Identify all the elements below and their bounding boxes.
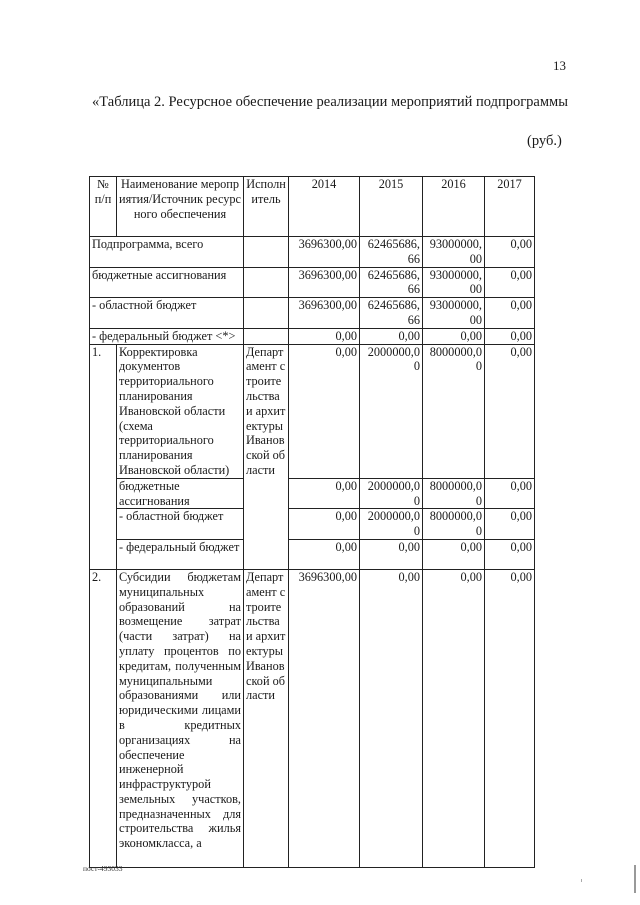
- document-code: пост-493033: [83, 864, 123, 873]
- row-label: Подпрограмма, всего: [90, 237, 244, 268]
- value-2014: 0,00: [289, 509, 360, 540]
- table-row-item-2: [90, 569, 535, 867]
- value-2016: 8000000,00: [423, 509, 485, 540]
- item-number: 1.: [90, 344, 117, 569]
- value-2014: 3696300,00: [289, 298, 360, 329]
- header-name: Наименование мероприятия/Источник ресурсного обеспечения: [117, 177, 244, 237]
- value-2014: 3696300,00: [289, 267, 360, 298]
- scan-edge-artifact: [634, 865, 636, 893]
- value-2016: 93000000,00: [423, 267, 485, 298]
- table-row-item-1: [90, 344, 535, 478]
- value-2015: 62465686,66: [360, 267, 423, 298]
- item-executor: Департамент строительства и архитектуры Ивановской области: [244, 344, 289, 569]
- resource-table: [89, 176, 535, 868]
- item-name: Субсидии бюджетам муниципальных образований на возмещение затрат (части затрат) на уплату процентов по кредитам, полученным муниципальными образованиями или юридическими лицами в кредитных организациях на обеспечение инженерной инфраструктурой земельных участков, предназначенных для строительства жилья экономкласса, а: [117, 569, 244, 867]
- value-2016: 93000000,00: [423, 237, 485, 268]
- value-2015: 0,00: [360, 539, 423, 569]
- value-2017: 0,00: [485, 509, 535, 540]
- value-2016: 93000000,00: [423, 298, 485, 329]
- value-2017: 0,00: [485, 298, 535, 329]
- value-2015: 0,00: [360, 328, 423, 344]
- table-row: [90, 509, 535, 540]
- header-year-2017: 2017: [485, 177, 535, 237]
- value-2015: 62465686,66: [360, 298, 423, 329]
- value-2016: 0,00: [423, 569, 485, 867]
- value-2014: 0,00: [289, 478, 360, 509]
- value-2016: 0,00: [423, 539, 485, 569]
- table-header-row: [90, 177, 535, 237]
- table-row: [90, 539, 535, 569]
- value-2015: 0,00: [360, 569, 423, 867]
- header-year-2015: 2015: [360, 177, 423, 237]
- value-2017: 0,00: [485, 344, 535, 478]
- value-2015: 2000000,00: [360, 344, 423, 478]
- value-2017: 0,00: [485, 237, 535, 268]
- row-label: - областной бюджет: [117, 509, 244, 540]
- executor-cell: [244, 328, 289, 344]
- value-2017: 0,00: [485, 328, 535, 344]
- table-row: [90, 328, 535, 344]
- value-2016: 8000000,00: [423, 478, 485, 509]
- value-2014: 0,00: [289, 539, 360, 569]
- executor-cell: [244, 237, 289, 268]
- table-row: [90, 267, 535, 298]
- value-2015: 2000000,00: [360, 478, 423, 509]
- value-2017: 0,00: [485, 478, 535, 509]
- item-executor: Департамент строительства и архитектуры Ивановской области: [244, 569, 289, 867]
- value-2014: 0,00: [289, 344, 360, 478]
- value-2017: 0,00: [485, 267, 535, 298]
- page-number: 13: [553, 58, 566, 73]
- item-name: Корректировка документов территориального планирования Ивановской области (схема территориального планирования Ивановской области): [117, 344, 244, 478]
- executor-cell: [244, 298, 289, 329]
- scan-artifact: [581, 879, 582, 882]
- executor-cell: [244, 267, 289, 298]
- header-year-2014: 2014: [289, 177, 360, 237]
- table-row: [90, 237, 535, 268]
- value-2016: 8000000,00: [423, 344, 485, 478]
- table-row: [90, 298, 535, 329]
- value-2014: 3696300,00: [289, 237, 360, 268]
- item-number: 2.: [90, 569, 117, 867]
- value-2014: 0,00: [289, 328, 360, 344]
- value-2017: 0,00: [485, 569, 535, 867]
- value-2017: 0,00: [485, 539, 535, 569]
- header-year-2016: 2016: [423, 177, 485, 237]
- table-row: [90, 478, 535, 509]
- value-2015: 2000000,00: [360, 509, 423, 540]
- value-2015: 62465686,66: [360, 237, 423, 268]
- row-label: бюджетные ассигнования: [117, 478, 244, 509]
- header-num: № п/п: [90, 177, 117, 237]
- currency-unit: (руб.): [527, 133, 562, 149]
- row-label: - областной бюджет: [90, 298, 244, 329]
- row-label: бюджетные ассигнования: [90, 267, 244, 298]
- value-2016: 0,00: [423, 328, 485, 344]
- row-label: - федеральный бюджет <*>: [90, 328, 244, 344]
- value-2014: 3696300,00: [289, 569, 360, 867]
- header-executor: Исполнитель: [244, 177, 289, 237]
- row-label: - федеральный бюджет: [117, 539, 244, 569]
- table-title: «Таблица 2. Ресурсное обеспечение реализации мероприятий подпрограммы: [92, 94, 568, 110]
